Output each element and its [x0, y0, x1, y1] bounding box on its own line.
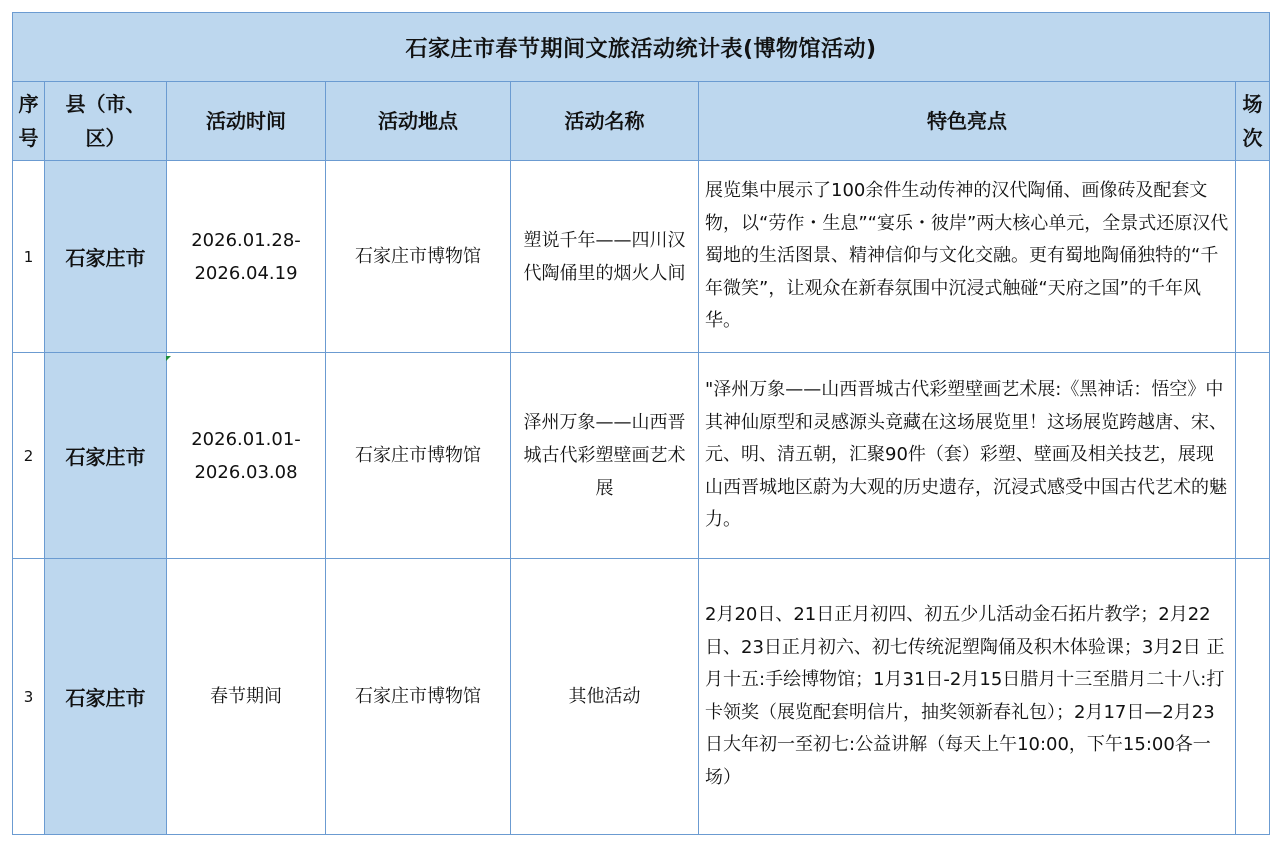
header-seq: 序号	[13, 82, 45, 161]
row-venue: 石家庄市博物馆	[326, 559, 511, 835]
table-row	[13, 161, 1270, 353]
header-features: 特色亮点	[699, 82, 1236, 161]
row-sessions	[1236, 559, 1270, 835]
header-row	[13, 82, 1270, 161]
title-row	[13, 13, 1270, 82]
header-name: 活动名称	[511, 82, 699, 161]
cell-comment-marker	[166, 356, 171, 361]
row-time: 2026.01.28-2026.04.19	[167, 161, 326, 353]
header-sessions: 场次	[1236, 82, 1270, 161]
row-features: 展览集中展示了100余件生动传神的汉代陶俑、画像砖及配套文物，以“劳作・生息”“宴乐・彼岸”两大核心单元，全景式还原汉代蜀地的生活图景、精神信仰与文化交融。更有蜀地陶俑独特的“千年微笑”，让观众在新春氛围中沉浸式触碰“天府之国”的千年风华。	[699, 161, 1236, 353]
header-venue: 活动地点	[326, 82, 511, 161]
row-county: 石家庄市	[45, 353, 167, 559]
row-sessions	[1236, 353, 1270, 559]
header-county: 县（市、区）	[45, 82, 167, 161]
row-activity-name: 其他活动	[511, 559, 699, 835]
header-time: 活动时间	[167, 82, 326, 161]
row-activity-name: 泽州万象——山西晋城古代彩塑壁画艺术展	[511, 353, 699, 559]
row-county: 石家庄市	[45, 161, 167, 353]
row-venue: 石家庄市博物馆	[326, 161, 511, 353]
table-row	[13, 353, 1270, 559]
activity-table	[12, 12, 1270, 835]
row-features: 2月20日、21日正月初四、初五少儿活动金石拓片教学；2月22日、23日正月初六、初七传统泥塑陶俑及积木体验课；3月2日 正月十五:手绘博物馆；1月31日-2月15日腊月十三至腊月二十八:打卡领奖（展览配套明信片，抽奖领新春礼包）；2月17日—2月23日大年初一至初七:公益讲解（每天上午10:00，下午15:00各一场）	[699, 559, 1236, 835]
table-row	[13, 559, 1270, 835]
row-time: 2026.01.01-2026.03.08	[167, 353, 326, 559]
row-county: 石家庄市	[45, 559, 167, 835]
row-activity-name: 塑说千年——四川汉代陶俑里的烟火人间	[511, 161, 699, 353]
table-title: 石家庄市春节期间文旅活动统计表(博物馆活动)	[13, 13, 1270, 82]
row-features: "泽州万象——山西晋城古代彩塑壁画艺术展:《黑神话：悟空》中其神仙原型和灵感源头竟藏在这场展览里！这场展览跨越唐、宋、元、明、清五朝，汇聚90件（套）彩塑、壁画及相关技艺，展现山西晋城地区蔚为大观的历史遗存，沉浸式感受中国古代艺术的魅力。	[699, 353, 1236, 559]
row-seq: 1	[13, 161, 45, 353]
row-venue: 石家庄市博物馆	[326, 353, 511, 559]
row-seq: 2	[13, 353, 45, 559]
row-seq: 3	[13, 559, 45, 835]
row-time: 春节期间	[167, 559, 326, 835]
row-sessions	[1236, 161, 1270, 353]
